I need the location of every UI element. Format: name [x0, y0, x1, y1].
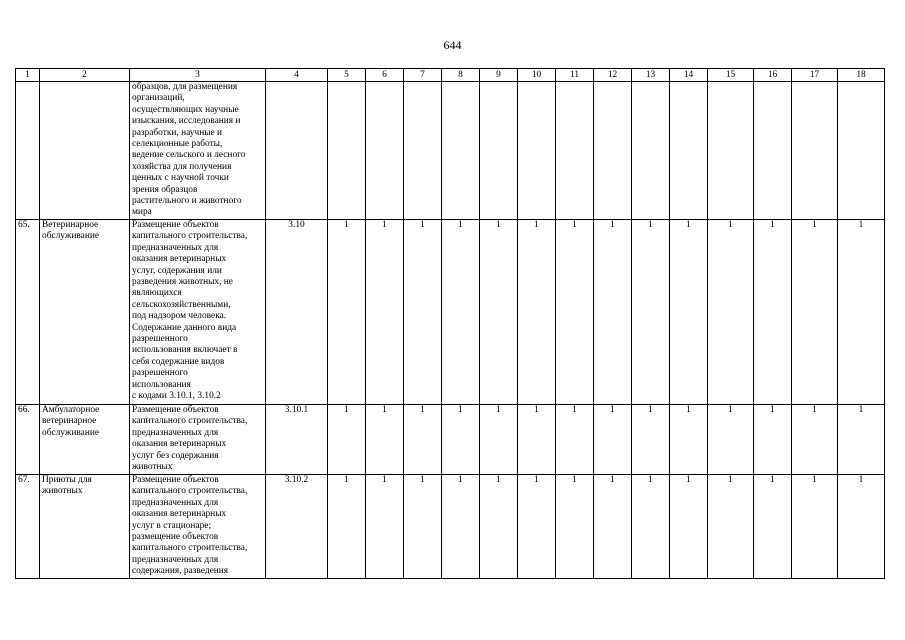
- zone-value: 1: [792, 475, 838, 579]
- description-line: оказания ветеринарных: [132, 439, 227, 450]
- description-line: использования включает в: [132, 345, 238, 356]
- description-line: оказания ветеринарных: [132, 254, 227, 265]
- zone-value: 1: [670, 405, 708, 475]
- zone-value: 1: [838, 405, 885, 475]
- description-line: капитального строительства,: [132, 486, 248, 497]
- column-header: 6: [366, 69, 404, 82]
- zone-value: [670, 82, 708, 220]
- row-name: Амбулаторное ветеринарное обслуживание: [40, 405, 130, 475]
- zone-value: [442, 82, 480, 220]
- description-line: услуг в стационаре;: [132, 520, 212, 531]
- description-line: разрешенного: [132, 368, 188, 379]
- header-row: [16, 69, 885, 82]
- zone-value: 1: [328, 475, 366, 579]
- zone-value: [632, 82, 670, 220]
- description-line: себя содержание видов: [132, 356, 225, 367]
- zone-value: 1: [366, 405, 404, 475]
- zone-value: 1: [792, 220, 838, 405]
- description-line: капитального строительства,: [132, 231, 248, 242]
- column-header: 5: [328, 69, 366, 82]
- description-line: капитального строительства,: [132, 416, 248, 427]
- row-description: [130, 405, 266, 475]
- zone-value: 1: [366, 475, 404, 579]
- zone-value: 1: [404, 405, 442, 475]
- column-header: 10: [518, 69, 556, 82]
- column-header: 16: [754, 69, 792, 82]
- column-header: 18: [838, 69, 885, 82]
- land-use-table: [15, 68, 885, 579]
- zone-value: [838, 82, 885, 220]
- zone-value: 1: [632, 475, 670, 579]
- column-header: 11: [556, 69, 594, 82]
- zone-value: 1: [708, 220, 754, 405]
- zone-value: 1: [754, 475, 792, 579]
- description-line: размещение объектов: [132, 532, 219, 543]
- column-header: 9: [480, 69, 518, 82]
- row-code: 3.10: [266, 220, 328, 405]
- zone-value: 1: [594, 475, 632, 579]
- description-line: образцов, для размещения: [132, 82, 238, 92]
- description-line: Размещение объектов: [132, 220, 219, 230]
- zone-value: 1: [480, 220, 518, 405]
- description-line: под надзором человека.: [132, 311, 227, 322]
- zone-value: [366, 82, 404, 220]
- row-index: 65.: [16, 220, 40, 405]
- zone-value: 1: [708, 405, 754, 475]
- zone-value: 1: [404, 475, 442, 579]
- zone-value: 1: [480, 405, 518, 475]
- zone-value: 1: [404, 220, 442, 405]
- row-code: [266, 82, 328, 220]
- row-name: [40, 82, 130, 220]
- zone-value: 1: [328, 220, 366, 405]
- zone-value: 1: [556, 405, 594, 475]
- description-line: капитального строительства,: [132, 543, 248, 554]
- page-number: 644: [443, 38, 462, 52]
- description-line: разрешенного: [132, 334, 188, 345]
- description-line: предназначенных для: [132, 554, 219, 565]
- description-line: осуществляющих научные: [132, 104, 239, 115]
- zone-value: [480, 82, 518, 220]
- zone-value: 1: [556, 475, 594, 579]
- zone-value: 1: [518, 475, 556, 579]
- description-line: изыскания, исследования и: [132, 116, 241, 127]
- row-description: [130, 220, 266, 405]
- column-header: 2: [40, 69, 130, 82]
- row-name: Ветеринарное обслуживание: [40, 220, 130, 405]
- table-row: [16, 405, 885, 475]
- table-row: [16, 475, 885, 579]
- description-line: хозяйства для получения: [132, 161, 232, 172]
- column-header: 17: [792, 69, 838, 82]
- row-index: 67.: [16, 475, 40, 579]
- zone-value: 1: [754, 220, 792, 405]
- description-line: животных: [132, 462, 173, 473]
- description-line: Размещение объектов: [132, 475, 219, 485]
- description-line: с кодами 3.10.1, 3.10.2: [132, 391, 221, 402]
- row-index: [16, 82, 40, 220]
- zone-value: 1: [594, 405, 632, 475]
- zone-value: 1: [480, 475, 518, 579]
- description-line: сельскохозяйственными,: [132, 299, 231, 310]
- table-row: [16, 220, 885, 405]
- description-line: оказания ветеринарных: [132, 509, 227, 520]
- column-header: 7: [404, 69, 442, 82]
- description-line: являющихся: [132, 288, 182, 299]
- column-header: 12: [594, 69, 632, 82]
- table-body: [16, 82, 885, 579]
- zone-value: [594, 82, 632, 220]
- zone-value: 1: [518, 220, 556, 405]
- row-description: [130, 475, 266, 579]
- zone-value: 1: [556, 220, 594, 405]
- zone-value: 1: [670, 220, 708, 405]
- zone-value: 1: [328, 405, 366, 475]
- row-name: Приюты для животных: [40, 475, 130, 579]
- description-line: услуг, содержания или: [132, 265, 222, 276]
- zone-value: [754, 82, 792, 220]
- description-line: растительного и животного: [132, 196, 242, 207]
- description-line: предназначенных для: [132, 427, 219, 438]
- row-description: [130, 82, 266, 220]
- column-header: 15: [708, 69, 754, 82]
- zone-value: 1: [838, 220, 885, 405]
- description-line: зрения образцов: [132, 184, 198, 195]
- description-line: разработки, научные и: [132, 127, 223, 138]
- zone-value: [404, 82, 442, 220]
- column-header: 3: [130, 69, 266, 82]
- zone-value: 1: [518, 405, 556, 475]
- zone-value: [556, 82, 594, 220]
- column-header: 1: [16, 69, 40, 82]
- description-line: услуг без содержания: [132, 450, 219, 461]
- description-line: ведение сельского и лесного: [132, 150, 246, 161]
- zone-value: 1: [442, 405, 480, 475]
- zone-value: 1: [366, 220, 404, 405]
- description-line: содержания, разведения: [132, 566, 229, 577]
- row-code: 3.10.1: [266, 405, 328, 475]
- column-header: 8: [442, 69, 480, 82]
- zone-value: [708, 82, 754, 220]
- zone-value: [518, 82, 556, 220]
- description-line: предназначенных для: [132, 497, 219, 508]
- description-line: Содержание данного вида: [132, 322, 237, 333]
- zone-value: 1: [838, 475, 885, 579]
- column-header: 14: [670, 69, 708, 82]
- description-line: мира: [132, 207, 152, 218]
- zone-value: 1: [632, 405, 670, 475]
- description-line: селекционные работы,: [132, 139, 223, 150]
- zone-value: [792, 82, 838, 220]
- description-line: организаций,: [132, 93, 185, 104]
- zone-value: 1: [442, 220, 480, 405]
- zone-value: 1: [632, 220, 670, 405]
- zone-value: [328, 82, 366, 220]
- description-line: разведения животных, не: [132, 277, 233, 288]
- row-index: 66.: [16, 405, 40, 475]
- zone-value: 1: [754, 405, 792, 475]
- zone-value: 1: [670, 475, 708, 579]
- table-row: [16, 82, 885, 220]
- zone-value: 1: [594, 220, 632, 405]
- column-header: 13: [632, 69, 670, 82]
- zone-value: 1: [442, 475, 480, 579]
- column-header: 4: [266, 69, 328, 82]
- description-line: использования: [132, 379, 191, 390]
- zone-value: 1: [792, 405, 838, 475]
- zone-value: 1: [708, 475, 754, 579]
- row-code: 3.10.2: [266, 475, 328, 579]
- description-line: Размещение объектов: [132, 405, 219, 415]
- description-line: предназначенных для: [132, 242, 219, 253]
- description-line: ценных с научной точки: [132, 173, 229, 184]
